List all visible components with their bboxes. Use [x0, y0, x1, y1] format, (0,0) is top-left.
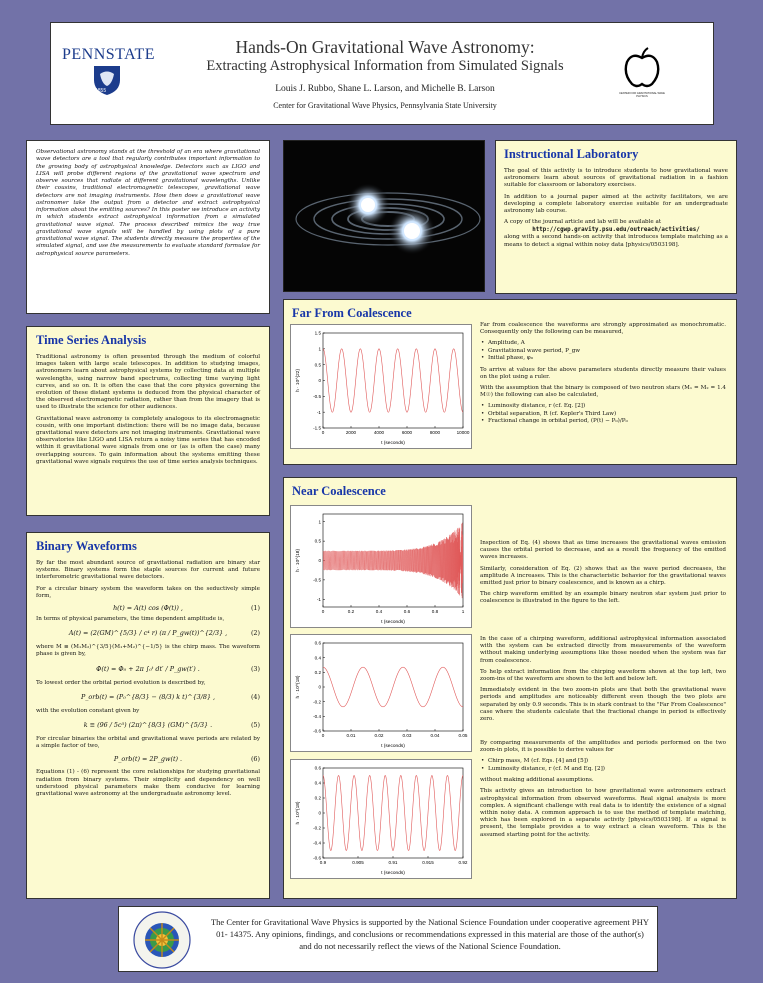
y-tick-label: 0.2 — [314, 795, 321, 801]
y-tick-label: -0.4 — [313, 713, 321, 719]
x-tick-label: 6000 — [401, 430, 413, 435]
y-tick-label: 0 — [318, 810, 321, 816]
time-series-p2: Gravitational wave astronomy is completely analogous to its electromagnetic cousin, with one important distinction: there will be no image data, because gravitational wave detectors are not imaging instruments. Gravitational wave observatories like LIGO and LISA return a noisy time series that has encoded within it gravitational wave signals from one or (as is often the case) many overlapping sources. To gain information about the systems emitting these gravitational wave signals requires the use of time series analysis techniques. — [36, 415, 260, 465]
y-tick-label: -1 — [316, 409, 321, 415]
far-p1: Far from coalescence the waveforms are strongly approximated as monochromatic. Consequently only the following can be measured, — [480, 322, 726, 336]
near-p6: Immediately evident in the two zoom-in plots are that both the gravitational wave periods and amplitudes are noticeably different even though the two plots are separated by only 0.9 seconds. This is in stark contrast to the "Far From Coalescence" case where the students calculate that the fractional change in period is effectively zero. — [480, 687, 726, 723]
near-p1: Inspection of Eq. (4) shows that as time increases the gravitational waves emission causes the orbital period to decrease, and as a result the frequency of the emitted waves increases. — [480, 540, 726, 561]
nsf-seal-icon — [132, 910, 192, 970]
instructional-p4: along with a second hands-on activity that introduces template matching as a means to detect a signal within noisy data [physics/0503198]. — [504, 234, 728, 248]
x-tick-label: 0 — [321, 733, 325, 738]
far-list-2-item: • Luminosity distance, r (cf. Eq. [2]) — [488, 403, 726, 410]
binary-waveforms-heading: Binary Waveforms — [36, 539, 137, 553]
plot-axes — [323, 768, 463, 858]
x-tick-label: 0.905 — [352, 860, 364, 865]
x-tick-label: 0 — [321, 609, 325, 614]
far-heading: Far From Coalescence — [292, 306, 412, 320]
y-tick-label: 0.6 — [314, 765, 321, 771]
pennstate-logo — [62, 46, 155, 96]
x-tick-label: 0.915 — [422, 860, 434, 865]
y-axis-label: h · 10^{18} — [296, 801, 301, 825]
far-list-1 — [480, 340, 726, 362]
nsf-logo — [132, 910, 192, 970]
y-axis-label: h · 10^{22} — [296, 368, 301, 393]
instructional-p1: The goal of this activity is to introduce students to how gravitational wave astronomers learn about sources of gravitational radiation in a fashion suitable for classroom or laboratory exercises. — [504, 168, 728, 189]
x-tick-label: 8000 — [429, 430, 441, 435]
y-tick-label: 0 — [318, 558, 321, 564]
equation-2-number: (2) — [250, 629, 260, 638]
instructional-heading: Instructional Laboratory — [504, 147, 639, 161]
near-p7: By comparing measurements of the amplitudes and periods performed on the two zoom-in plots, it is possible to derive values for — [480, 740, 726, 754]
apple-logo-icon — [620, 46, 664, 90]
far-list-2 — [480, 403, 726, 425]
y-tick-label: 0 — [318, 684, 321, 690]
instructional-p3: A copy of the journal article and lab will be available at — [504, 219, 662, 226]
instructional-panel — [495, 140, 737, 294]
x-tick-label: 0 — [321, 430, 325, 435]
x-tick-label: 0.03 — [402, 733, 412, 738]
x-tick-label: 0.4 — [375, 609, 383, 614]
equation-5-body: k ≡ (96 / 5c⁵) (2π)^{8/3} (GM)^{5/3} . — [83, 721, 213, 730]
far-p2: To arrive at values for the above parameters students directly measure their values on the plot using a ruler. — [480, 366, 726, 380]
binary-p6: with the evolution constant given by — [36, 707, 140, 714]
binary-star-image — [283, 140, 485, 292]
near-list-item: • Chirp mass, M (cf. Eqs. [4] and [5]) — [488, 758, 726, 765]
x-tick-label: 0.02 — [374, 733, 384, 738]
x-tick-label: 0.9 — [319, 860, 327, 865]
y-tick-label: -0.4 — [313, 840, 321, 846]
pennstate-wordmark: PENNSTATE — [62, 46, 155, 63]
zoom1-plot-frame — [290, 634, 472, 752]
y-tick-label: -0.5 — [313, 393, 321, 399]
equation-5 — [36, 721, 260, 729]
x-tick-label: 10000 — [456, 430, 470, 435]
binary-p7: For circular binaries the orbital and gravitational wave periods are related by a simple factor of two, — [36, 736, 260, 750]
poster-authors: Louis J. Rubbo, Shane L. Larson, and Michelle B. Larson — [275, 84, 495, 94]
far-list-2-item: • Orbital separation, R (cf. Kepler's Third Law) — [488, 411, 726, 418]
x-tick-label: 0.8 — [431, 609, 439, 614]
x-tick-label: 0.6 — [403, 609, 411, 614]
binary-waveforms-panel — [26, 532, 270, 899]
poster-subtitle: Extracting Astrophysical Information from Simulated Signals — [206, 58, 564, 74]
equation-1 — [36, 604, 260, 612]
y-tick-label: 0.2 — [314, 669, 321, 675]
y-tick-label: 0.4 — [314, 655, 321, 661]
far-plot-frame — [290, 324, 472, 449]
binary-p1: By far the most abundant source of gravitational radiation are binary star systems. Binary systems form the staple sources for current and future interferometric gravitational wave detectors. — [36, 560, 260, 581]
binary-p2: For a circular binary system the waveform takes on the seductively simple form, — [36, 585, 260, 599]
near-p3: The chirp waveform emitted by an example binary neutron star system just prior to coalescence is illustrated in the figure to the left. — [480, 591, 726, 605]
equation-3-number: (3) — [250, 664, 260, 673]
x-tick-label: 0.01 — [346, 733, 356, 738]
binary-p3: In terms of physical parameters, the time dependent amplitude is, — [36, 616, 225, 623]
equation-6-body: P_orb(t) = 2P_gw(t) . — [113, 755, 183, 764]
y-tick-label: -0.2 — [313, 825, 321, 831]
chirp-plot-frame — [290, 505, 472, 628]
equation-1-body: h(t) = A(t) cos (Φ(t)) , — [113, 604, 183, 613]
zoom2-waveform-chart — [291, 760, 471, 878]
x-tick-label: 0.92 — [458, 860, 468, 865]
y-tick-label: -1 — [316, 596, 321, 602]
near-p9: This activity gives an introduction to how gravitational wave astronomers extract astrophysical information from observed waveforms. Real signal analysis is more complex. A significant challenge with real data is to identify the existence of a signal within noisy data. A common approach is to use the method of template matching, which has been explored in a separate activity [physics/0503198]. If a signal is present, the template provides a to way extract a clean waveform. This is the assumed starting point for the activity. — [480, 788, 726, 838]
equation-4-body: P_orb(t) = (P₀^{8/3} − (8/3) k t)^{3/8} , — [80, 692, 216, 701]
x-tick-label: 4000 — [373, 430, 385, 435]
far-list-1-item: • Amplitude, A — [488, 340, 726, 347]
instructional-p2: In addition to a journal paper aimed at the activity facilitators, we are developing a complete laboratory exercise suitable for an undergraduate astronomy lab course. — [504, 193, 728, 215]
y-tick-label: -1.5 — [313, 425, 321, 431]
chirp-waveform-chart — [291, 506, 471, 627]
y-tick-label: 0.4 — [314, 780, 321, 786]
y-axis-label: h · 10^{18} — [296, 548, 301, 573]
binary-p5: To lowest order the orbital period evolution is described by, — [36, 679, 206, 686]
equation-4 — [36, 693, 260, 701]
equation-1-number: (1) — [250, 604, 260, 613]
far-waveform-chart — [291, 325, 471, 448]
x-tick-label: 0.04 — [430, 733, 440, 738]
zoom2-plot-frame — [290, 759, 472, 879]
poster-title: Hands-On Gravitational Wave Astronomy: — [235, 37, 535, 57]
x-axis-label: t (seconds) — [381, 744, 405, 749]
equation-3 — [36, 665, 260, 673]
pennstate-year: 1855 — [95, 88, 107, 94]
y-axis-label: h · 10^{18} — [296, 675, 301, 699]
binary-p8: Equations (1) - (6) represent the core relationships for studying gravitational radiation from binary systems. Their simplicity and dependency on well understood physical parameters make them conducive for learning gravitational wave astronomy at the undergraduate astronomy level. — [36, 769, 260, 798]
binary-star-illustration-icon — [284, 141, 485, 292]
x-axis-label: t (seconds) — [381, 871, 405, 876]
poster-affiliation: Center for Gravitational Wave Physics, Pennsylvania State University — [273, 101, 497, 110]
y-tick-label: 0.5 — [314, 538, 321, 544]
y-tick-label: 0.5 — [314, 362, 321, 368]
x-axis-label: t (seconds) — [381, 620, 405, 625]
y-tick-label: 0.6 — [314, 640, 321, 646]
equation-4-number: (4) — [250, 692, 260, 701]
x-axis-label: t (seconds) — [381, 441, 405, 446]
far-list-2-item: • Fractional change in orbital period, (P(t) − P₀)/P₀ — [488, 418, 726, 425]
equation-6-number: (6) — [250, 755, 260, 764]
equation-6 — [36, 755, 260, 763]
far-list-1-item: • Initial phase, φ₀ — [488, 355, 726, 362]
near-p5: To help extract information from the chirping waveform shown at the top left, two zoom-ins of the waveform are shown to the left and below left. — [480, 668, 726, 683]
equation-2-body: A(t) = (2(GM)^{5/3} / c⁴ r) (π / P_gw(t))^{2/3} , — [68, 629, 228, 638]
time-series-p1: Traditional astronomy is often presented through the medium of colorful images taken with large scale telescopes. In addition to studying images, astronomers learn about astrophysical systems by collecting data at multiple wavelengths, using narrow band spectrums, collecting time varying light curves, and so on. It is often the case that the core physics governing the evolution of these distant systems is deduced from the physical character of the observed electromagnetic radiation, rather than from the imagery that is used to illustrate the science for other audiences. — [36, 354, 260, 411]
x-tick-label: 0.91 — [388, 860, 398, 865]
equation-2 — [36, 629, 260, 637]
footer-text: The Center for Gravitational Wave Physics is supported by the National Science Foundation under cooperative agreement PHY 01- 14375. Any opinions, findings, and conclusions or recommendations expressed in this material are those of the author(s) and do not necessarily reflect the views of the National Science Foundation. — [210, 917, 650, 951]
y-tick-label: -0.5 — [313, 577, 321, 583]
far-p3: With the assumption that the binary is composed of two neutron stars (M₁ = M₂ = 1.4 M☉) the following can also be calculated, — [480, 385, 726, 399]
near-heading: Near Coalescence — [292, 484, 386, 498]
x-tick-label: 0.2 — [347, 609, 355, 614]
near-p8: without making additional assumptions. — [480, 777, 594, 784]
near-p4: In the case of a chirping waveform, additional astrophysical information associated with the system can be extracted directly from measurements of the waveform without making underlying assumptions like those needed when the system was far from coalescence. — [480, 636, 726, 664]
time-series-heading: Time Series Analysis — [36, 333, 147, 347]
equation-3-body: Φ(t) = Φ₀ + 2π ∫₀ᵗ dt′ / P_gw(t′) . — [96, 664, 200, 673]
x-tick-label: 0.05 — [458, 733, 468, 738]
y-tick-label: 1.5 — [314, 330, 321, 336]
y-tick-label: 0 — [318, 378, 321, 384]
abstract-text: Observational astronomy stands at the threshold of an era where gravitational wave detectors are a tool that regularly contributes important information to the growing body of astrophysical knowledge. Detectors such as LIGO and LISA will probe different regions of the gravitational wave spectrum and observe sources that radiate at different gravitational wavelengths. Unlike their cousins, traditional electromagnetic telescopes, gravitational wave detectors are not imaging instruments. How then does a gravitational wave astronomer take the output from a detector and extract astrophysical information about the emitting sources? In this poster we introduce an activity in which students extract astrophysical information from a simulated gravitational wave signal. The process described mimics the way true gravitational wave signals will be handled by using plots of a pure gravitational wave signal. The students directly measure the properties of the simulated signal, and use the measurements to evaluate standard formulae for astrophysical source parameters. — [36, 149, 260, 257]
near-list-item: • Luminosity distance, r (cf. M and Eq. [2]) — [488, 766, 726, 773]
y-tick-label: -0.6 — [313, 728, 321, 734]
binary-p4: where M ≡ (M₁M₂)^{3/5}(M₁+M₂)^{−1/5} is the chirp mass. The waveform phase is given by, — [36, 644, 260, 658]
cgwp-caption: CENTER FOR GRAVITATIONAL WAVE PHYSICS — [619, 92, 665, 99]
equation-5-number: (5) — [250, 721, 260, 730]
activities-link[interactable]: http://cgwp.gravity.psu.edu/outreach/activities/ — [532, 227, 700, 234]
x-tick-label: 2000 — [345, 430, 357, 435]
y-tick-label: -0.2 — [313, 699, 321, 705]
x-tick-label: 1 — [461, 609, 465, 614]
near-p2: Similarly, consideration of Eq. (2) shows that as the wave period decreases, the amplitude A increases. This is the characteristic behavior for the gravitational waves emitted just prior to binary coalescence, and is known as a chirp. — [480, 565, 726, 587]
cgwp-logo — [614, 46, 670, 110]
zoom1-waveform-chart — [291, 635, 471, 751]
far-list-1-item: • Gravitational wave period, P_gw — [488, 348, 726, 355]
abstract-panel — [26, 140, 270, 314]
time-series-panel — [26, 326, 270, 516]
y-tick-label: -0.6 — [313, 855, 321, 861]
y-tick-label: 1 — [318, 519, 321, 525]
near-list — [480, 758, 726, 773]
y-tick-label: 1 — [318, 346, 321, 352]
